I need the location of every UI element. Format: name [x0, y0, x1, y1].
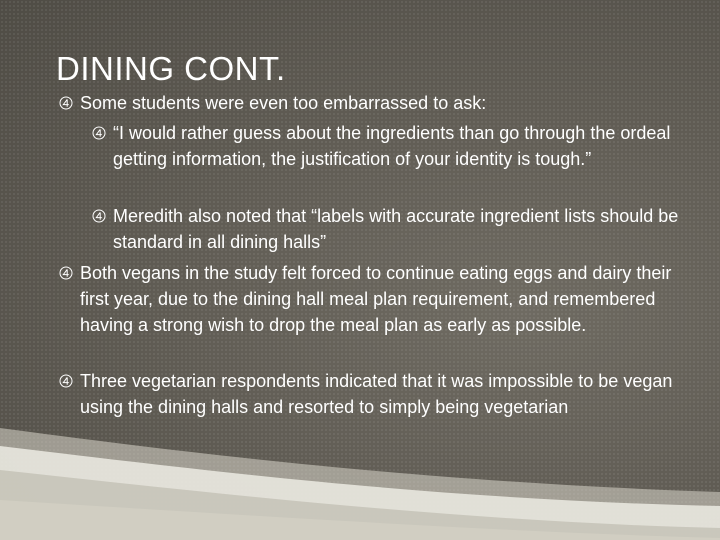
- sub-bullet-item: [113, 203, 683, 255]
- bullet-text: Some students were even too embarrassed to ask:: [80, 93, 487, 113]
- bullet-item: [80, 368, 680, 420]
- bullet-text: “I would rather guess about the ingredients than go through the ordeal getting information, the justification of your identity is tough.”: [113, 123, 671, 169]
- bullet-text: Both vegans in the study felt forced to continue eating eggs and dairy their first year, due to the dining hall meal plan requirement, and remembered having a strong wish to drop the meal plan as early as possible.: [80, 263, 672, 335]
- circled-number-four-icon: [59, 374, 73, 388]
- bullet-text: Three vegetarian respondents indicated that it was impossible to be vegan using the dining halls and resorted to simply being vegetarian: [80, 371, 673, 417]
- bullet-item: [80, 90, 680, 116]
- circled-number-four-icon: [92, 126, 106, 140]
- circled-number-four-icon: [92, 209, 106, 223]
- circled-number-four-icon: [59, 266, 73, 280]
- sub-bullet-item: [113, 120, 683, 172]
- bullet-text: Meredith also noted that “labels with accurate ingredient lists should be standard in all dining halls”: [113, 206, 679, 252]
- circled-number-four-icon: [59, 96, 73, 110]
- bullet-item: [80, 260, 680, 338]
- slide-title: DINING CONT.: [56, 50, 286, 87]
